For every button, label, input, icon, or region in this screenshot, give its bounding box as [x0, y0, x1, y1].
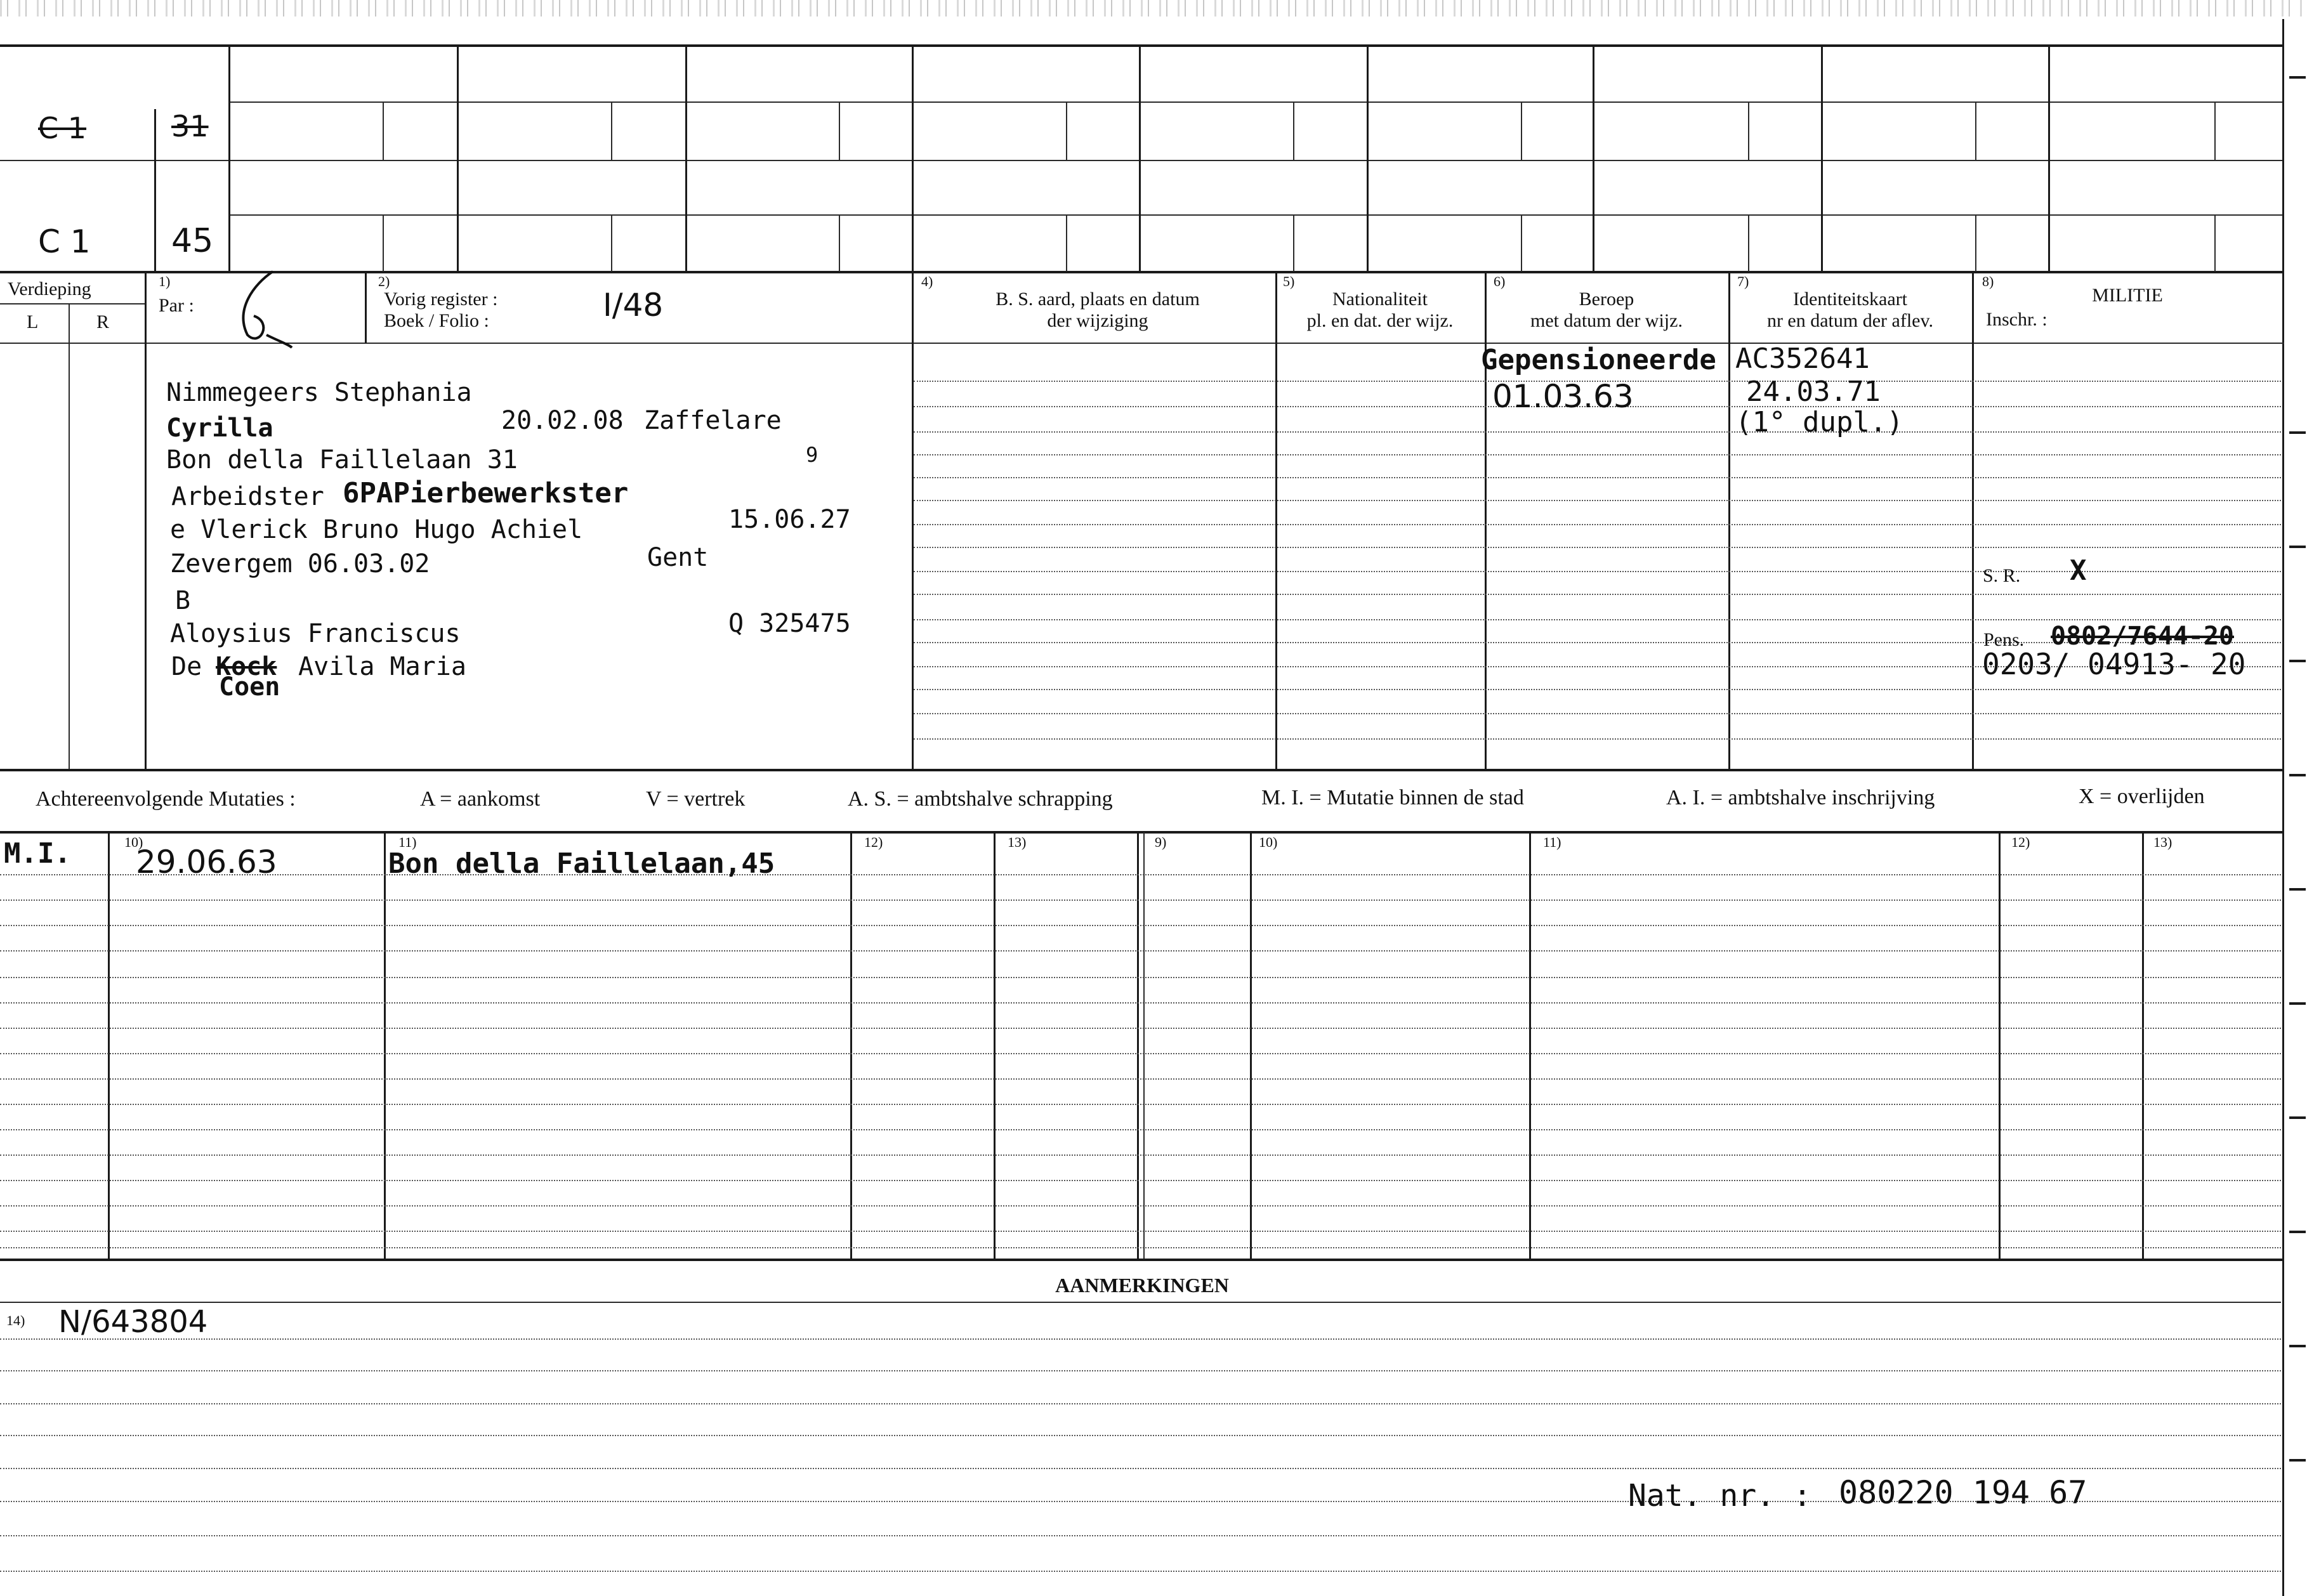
mut-col-9b-number: 9): [1155, 834, 1167, 850]
legend-overlijden: X = overlijden: [2079, 785, 2205, 808]
reference-code: Q 325475: [728, 609, 851, 638]
mut-col-12-number: 12): [864, 834, 883, 850]
mother-name: Avila Maria: [298, 652, 466, 681]
person-given-name: Cyrilla: [166, 414, 273, 443]
pension-number: 0203/ 04913- 20: [1982, 647, 2246, 681]
legend-aankomst: A = aankomst: [420, 787, 541, 811]
col-6-number: 6): [1494, 273, 1506, 289]
identiteitskaart-sub: nr en datum der aflev.: [1766, 310, 1934, 331]
col-1-number: 1): [159, 273, 171, 289]
beroep-header: Beroep: [1579, 289, 1634, 310]
mutation-date: 29.06.63: [136, 844, 277, 880]
nationaliteit-header: Nationaliteit: [1332, 289, 1428, 310]
mut-col-13-number: 13): [1008, 834, 1027, 850]
vorig-register-label: Vorig register :: [384, 289, 498, 310]
remarks-number: 14): [6, 1312, 25, 1328]
nat-nr-label: Nat. nr. :: [1628, 1478, 1811, 1514]
col-5-number: 5): [1283, 273, 1295, 289]
register-value: I/48: [603, 287, 664, 324]
mutation-address: Bon della Faillelaan,45: [388, 847, 775, 880]
spouse-birth-date: 15.06.27: [728, 505, 851, 534]
id-card-date: 24.03.71: [1746, 376, 1881, 408]
address-mark: 9: [806, 443, 818, 467]
old-section-number: 31: [171, 109, 209, 143]
bs-header-line2: der wijziging: [1047, 310, 1148, 331]
pension-number-old: 0802/7644-20: [2051, 622, 2234, 651]
occupation-handwritten: 6PAPierbewerkster: [343, 477, 629, 509]
birth-place: Zaffelare: [644, 406, 782, 435]
mutation-type: M.I.: [4, 837, 71, 870]
mother-surname: Coen: [219, 672, 280, 702]
id-card-note: (1° dupl.): [1735, 406, 1903, 438]
birth-date: 20.02.08: [501, 406, 624, 435]
mut-col-10b-number: 10): [1259, 834, 1278, 850]
mut-col-10-number: 10): [124, 834, 143, 850]
sr-value: X: [2070, 554, 2087, 587]
father-name: Aloysius Franciscus: [170, 619, 461, 648]
beroep-sub: met datum der wijz.: [1530, 310, 1683, 331]
scan-noise: [0, 0, 2307, 16]
spouse-birth-info: Zevergem 06.03.02: [170, 549, 430, 579]
address: Bon della Faillelaan 31: [166, 445, 518, 474]
mother-struck-name: Kock: [216, 652, 277, 681]
par-label: Par :: [159, 295, 194, 316]
spouse-name: e Vlerick Bruno Hugo Achiel: [170, 515, 583, 544]
identiteitskaart-header: Identiteitskaart: [1793, 289, 1907, 310]
col-4-number: 4): [921, 273, 933, 289]
col-2-number: 2): [378, 273, 390, 289]
col-7-number: 7): [1737, 273, 1749, 289]
verdieping-label: Verdieping: [8, 278, 91, 299]
mut-col-13b-number: 13): [2153, 834, 2172, 850]
old-section-code: C 1: [38, 111, 87, 145]
legend-title: Achtereenvolgende Mutaties :: [36, 787, 296, 811]
id-card-number: AC352641: [1735, 343, 1870, 375]
par-signature: [228, 259, 298, 354]
section-number: 45: [171, 222, 214, 260]
mother-prefix: De: [171, 652, 202, 681]
beroep-date: 01.03.63: [1492, 378, 1634, 415]
record-letter: B: [175, 586, 191, 615]
person-name: Nimmegeers Stephania: [166, 378, 472, 407]
beroep-value: Gepensioneerde: [1481, 344, 1716, 376]
remarks-title: AANMERKINGEN: [1055, 1274, 1229, 1297]
legend-ambtshalve-inschrijving: A. I. = ambtshalve inschrijving: [1666, 786, 1935, 809]
militie-header: MILITIE: [2092, 285, 2163, 306]
bs-header-line1: B. S. aard, plaats en datum: [996, 289, 1200, 310]
verdieping-r-label: R: [96, 311, 110, 332]
boek-folio-label: Boek / Folio :: [384, 310, 489, 331]
mut-col-11-number: 11): [398, 834, 417, 850]
legend-ambtshalve-schrapping: A. S. = ambtshalve schrapping: [848, 787, 1113, 811]
nationaliteit-sub: pl. en dat. der wijz.: [1306, 310, 1454, 331]
inschr-label: Inschr. :: [1986, 309, 2047, 330]
mut-col-12b-number: 12): [2011, 834, 2030, 850]
remarks-value: N/643804: [58, 1304, 208, 1340]
verdieping-l-label: L: [27, 311, 39, 332]
pens-label: Pens.: [1983, 629, 2025, 650]
col-8-number: 8): [1982, 273, 1994, 289]
spouse-birth-place: Gent: [647, 543, 709, 572]
nat-nr-value: 080220 194 67: [1839, 1474, 2087, 1511]
legend-vertrek: V = vertrek: [646, 787, 746, 811]
sr-label: S. R.: [1983, 565, 2021, 586]
legend-mutatie: M. I. = Mutatie binnen de stad: [1261, 786, 1524, 809]
section-code: C 1: [38, 223, 91, 260]
mut-col-11b-number: 11): [1543, 834, 1561, 850]
occupation-typed: Arbeidster: [171, 482, 324, 511]
